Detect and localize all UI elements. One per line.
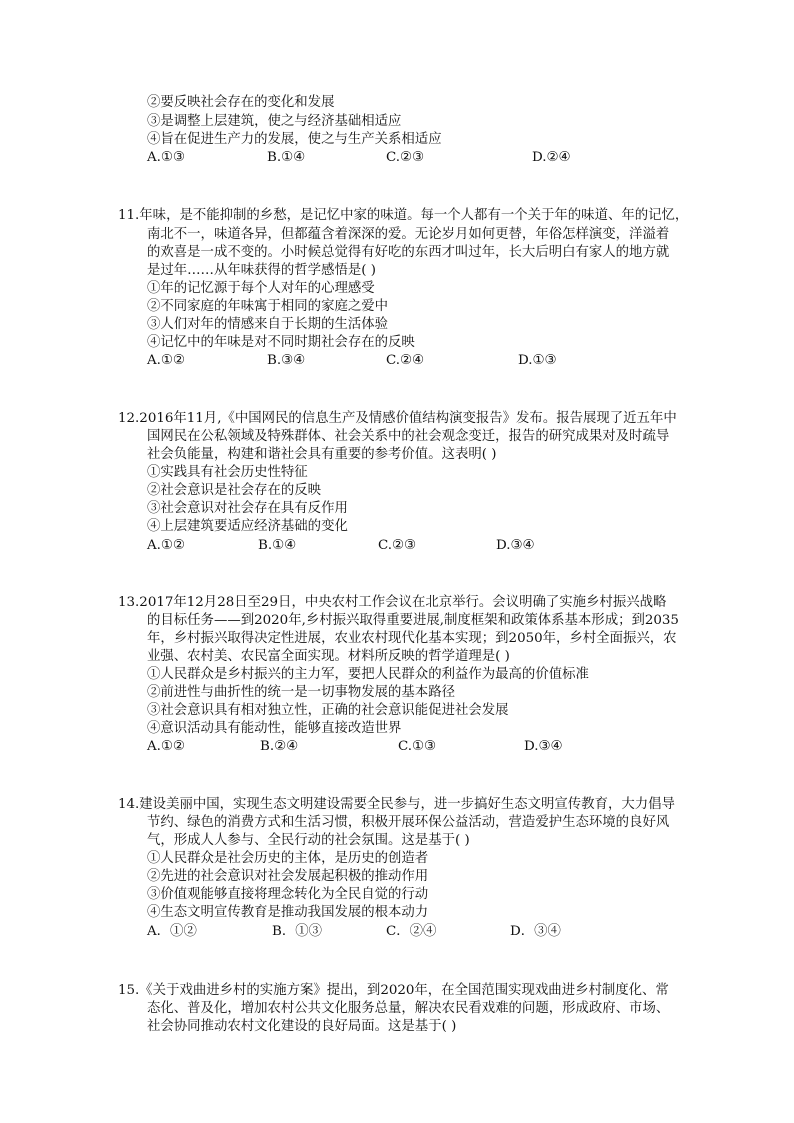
q14-option-a: A．①② [147,924,197,939]
q13-item-1: ①人民群众是乡村振兴的主力军，要把人民群众的利益作为最高的价值标准 [147,667,589,682]
q12-stem-line-2: 国网民在公私领域及特殊群体、社会关系中的社会观念变迁，报告的研究成果对及时疏导 [147,429,670,444]
q13-option-d: D.③④ [524,739,563,754]
q13-item-3: ③社会意识具有相对独立性，正确的社会意识能促进社会发展 [147,703,509,718]
q11-item-4: ④记忆中的年味是对不同时期社会存在的反映 [147,335,415,350]
q14-stem-line-3: 气，形成人人参与、全民行动的社会氛围。这是基于( ) [147,833,470,848]
q10-option-b: B.①④ [267,150,306,165]
q13-option-c: C.①③ [398,739,437,754]
q13-option-a: A.①② [147,739,185,754]
q12-option-c: C.②③ [378,538,417,553]
q12-item-4: ④上层建筑要适应经济基础的变化 [147,519,348,534]
q12-item-3: ③社会意识对社会存在具有反作用 [147,501,348,516]
q14-item-4: ④生态文明宣传教育是推动我国发展的根本动力 [147,905,429,920]
q14-item-2: ②先进的社会意识对社会发展起积极的推动作用 [147,869,429,884]
q12-stem-line-1: 12.2016年11月,《中国网民的信息生产及情感价值结构演变报告》发布。报告展现了近五年中 [118,411,677,426]
q14-option-c: C．②④ [386,924,437,939]
q13-option-b: B.②④ [260,739,299,754]
q13-stem-line-1: 13.2017年12月28日至29日，中央农村工作会议在北京举行。会议明确了实施乡村振兴战略 [118,595,667,610]
q14-item-3: ③价值观能够直接将理念转化为全民自觉的行动 [147,887,429,902]
q15-stem-line-1: 15.《关于戏曲进乡村的实施方案》提出，到2020年，在全国范围实现戏曲进乡村制度化、常 [118,983,669,998]
q11-item-2: ②不同家庭的年味寓于相同的家庭之爱中 [147,299,389,314]
q13-item-2: ②前进性与曲折性的统一是一切事物发展的基本路径 [147,685,455,700]
q12-option-a: A.①② [147,538,185,553]
q10-item-4: ④旨在促进生产力的发展，使之与生产关系相适应 [147,132,442,147]
q12-option-d: D.③④ [496,538,535,553]
q11-option-d: D.①③ [518,353,557,368]
q13-stem-line-2: 的目标任务——到2020年,乡村振兴取得重要进展,制度框架和政策体系基本形成；到2035 [147,613,679,628]
q15-stem-line-2: 态化、普及化，增加农村公共文化服务总量，解决农民看戏难的问题，形成政府、市场、 [147,1001,670,1016]
q11-option-c: C.②④ [386,353,425,368]
q14-stem-line-2: 节约、绿色的消费方式和生活习惯，积极开展环保公益活动，营造爱护生态环境的良好风 [147,815,670,830]
q13-item-4: ④意识活动具有能动性，能够直接改造世界 [147,721,402,736]
q12-item-1: ①实践具有社会历史性特征 [147,465,308,480]
q14-option-d: D．③④ [510,924,561,939]
q11-item-1: ①年的记忆源于每个人对年的心理感受 [147,281,375,296]
q11-stem-line-1: 11.年味，是不能抑制的乡愁，是记忆中家的味道。每一个人都有一个关于年的味道、年的记忆， [118,208,689,223]
q11-item-3: ③人们对年的情感来自于长期的生活体验 [147,317,389,332]
q10-option-a: A.①③ [147,150,185,165]
q11-stem-line-2: 南北不一，味道各异，但都蕴含着深深的爱。无论岁月如何更替，年俗怎样演变，洋溢着 [147,227,670,242]
q10-option-c: C.②③ [386,150,425,165]
q13-stem-line-4: 业强、农村美、农民富全面实现。材料所反映的哲学道理是( ) [147,649,510,664]
q11-stem-line-4: 是过年……从年味获得的哲学感悟是( ) [147,263,376,278]
q10-option-d: D.②④ [532,150,571,165]
q13-stem-line-3: 年，乡村振兴取得决定性进展，农业农村现代化基本实现；到2050年，乡村全面振兴，农 [147,631,677,646]
q15-stem-line-3: 社会协同推动农村文化建设的良好局面。这是基于( ) [147,1019,457,1034]
q11-stem-line-3: 的欢喜是一成不变的。小时候总觉得有好吃的东西才叫过年，长大后明白有家人的地方就 [147,245,670,260]
q12-stem-line-3: 社会负能量，构建和谐社会具有重要的参考价值。这表明( ) [147,447,497,462]
q11-option-b: B.③④ [267,353,306,368]
q14-option-b: B．①③ [272,924,323,939]
q14-item-1: ①人民群众是社会历史的主体，是历史的创造者 [147,851,429,866]
q10-item-3: ③是调整上层建筑，使之与经济基础相适应 [147,114,402,129]
q11-option-a: A.①② [147,353,185,368]
q14-stem-line-1: 14.建设美丽中国，实现生态文明建设需要全民参与，进一步搞好生态文明宣传教育，大力倡导 [118,797,675,812]
q10-item-2: ②要反映社会存在的变化和发展 [147,95,335,110]
q12-option-b: B.①④ [258,538,297,553]
q12-item-2: ②社会意识是社会存在的反映 [147,483,322,498]
